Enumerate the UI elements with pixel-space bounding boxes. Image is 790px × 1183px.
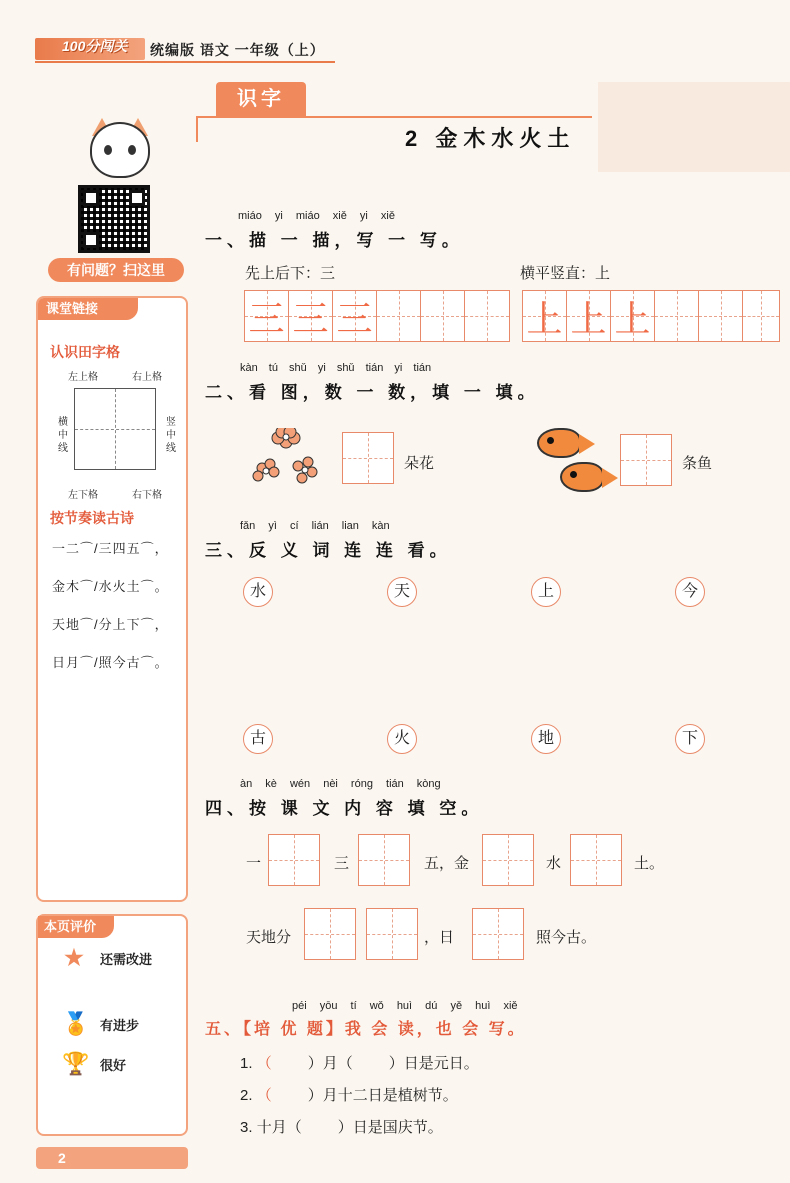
grid-title: 认识田字格 [50, 344, 120, 360]
fish-icon [560, 462, 604, 492]
antonym-bottom-word[interactable]: 古 [243, 724, 273, 754]
class-link-heading: 课堂链接 [38, 298, 138, 320]
q4-text: 五，金 [424, 855, 470, 872]
page-evaluation-panel [36, 914, 188, 1136]
grid-label-bottom-right: 右下格 [132, 490, 162, 501]
q4-text: 三 [334, 855, 350, 872]
q2-pinyin: kàn tú shǔ yi shǔ tián yi tián [240, 362, 432, 374]
q1-right-writing-grid [522, 290, 780, 342]
q4-text: 照今古。 [536, 929, 597, 946]
writing-cell[interactable] [465, 291, 509, 341]
writing-cell[interactable]: 上 [611, 291, 655, 341]
writing-cell[interactable] [655, 291, 699, 341]
antonym-top-word[interactable]: 上 [531, 577, 561, 607]
header-title: 统编版 语文 一年级（上） [150, 42, 325, 58]
fill-box[interactable] [268, 834, 320, 886]
flower-unit: 朵花 [404, 455, 435, 472]
q5-paren: （ [256, 1055, 272, 1072]
q4-text: 一 [246, 855, 262, 872]
q2-title: 二、看 图，数 一 数，填 一 填。 [205, 383, 540, 402]
evaluation-label: 有进步 [100, 1017, 140, 1033]
grid-label-bottom-left: 左下格 [68, 490, 98, 501]
evaluation-item[interactable] [62, 1052, 126, 1076]
header-divider [35, 61, 335, 63]
fill-box[interactable] [358, 834, 410, 886]
flower-count-box[interactable] [342, 432, 394, 484]
star-icon: ★ [64, 945, 84, 970]
antonym-bottom-word[interactable]: 地 [531, 724, 561, 754]
writing-cell[interactable] [699, 291, 743, 341]
q5-text: 十月（ [256, 1119, 302, 1136]
evaluation-item[interactable] [62, 1012, 139, 1036]
q1-pinyin: miáo yi miáo xiě yi xiě [238, 210, 395, 222]
writing-cell[interactable] [377, 291, 421, 341]
q3-title: 三、反 义 词 连 连 看。 [205, 541, 452, 560]
flowers-icon [252, 428, 326, 488]
q1-right-hint: 横平竖直：上 [520, 265, 611, 282]
writing-cell[interactable] [421, 291, 465, 341]
antonym-top-word[interactable]: 天 [387, 577, 417, 607]
q1-left-hint: 先上后下：三 [245, 265, 336, 282]
evaluation-heading: 本页评价 [38, 916, 114, 938]
header-logo: 100分闯关 [62, 38, 128, 54]
q1-title: 一、描 一 描，写 一 写。 [205, 231, 464, 250]
q4-text: 天地分 [246, 929, 292, 946]
q4-text: ，日 [424, 929, 455, 946]
evaluation-label: 还需改进 [100, 951, 153, 967]
fish-icon [537, 428, 581, 458]
writing-cell[interactable] [743, 291, 779, 341]
q5-item-num: 1. [240, 1055, 253, 1072]
q5-text: ）日是国庆节。 [337, 1119, 443, 1136]
cat-eye-icon [128, 145, 136, 155]
q4-pinyin: àn kè wén nèi róng tián kòng [240, 778, 441, 790]
writing-cell[interactable]: 三 [333, 291, 377, 341]
qr-corner [83, 190, 99, 206]
q5-item [240, 1084, 458, 1105]
grid-label-top-left: 左上格 [68, 372, 98, 383]
fill-box[interactable] [570, 834, 622, 886]
writing-cell[interactable]: 三 [289, 291, 333, 341]
section-rule [196, 116, 592, 118]
q5-text: ）月（ [307, 1055, 353, 1072]
q5-item-num: 2. [240, 1087, 253, 1104]
poem-line: 日月⌒/照今古⌒。 [52, 655, 169, 670]
q5-text: ）月十二日是植树节。 [307, 1087, 458, 1104]
poem-title: 按节奏读古诗 [50, 510, 134, 526]
class-link-panel [36, 296, 188, 902]
lesson-title: 2 金木水火土 [405, 126, 576, 151]
q5-text: ）日是元日。 [388, 1055, 479, 1072]
qr-corner [83, 232, 99, 248]
q3-pinyin: fǎn yì cí lián lian kàn [240, 520, 390, 532]
page-number: 2 [36, 1147, 188, 1169]
trophy-icon: 🏆 [62, 1051, 90, 1076]
fill-box[interactable] [472, 908, 524, 960]
writing-cell[interactable]: 三 [245, 291, 289, 341]
qr-corner [129, 190, 145, 206]
poem-line: 一二⌒/三四五⌒， [52, 541, 169, 556]
evaluation-item[interactable] [62, 946, 152, 970]
qr-scan-label[interactable]: 有问题？扫这里 [48, 258, 184, 282]
antonym-top-word[interactable]: 水 [243, 577, 273, 607]
q5-title: 五、【培 优 题】我 会 读，也 会 写。 [205, 1021, 527, 1038]
cat-mascot-icon [90, 122, 150, 178]
q1-left-writing-grid [244, 290, 510, 342]
antonym-top-word[interactable]: 今 [675, 577, 705, 607]
grid-label-mid-v: 竖中线 [166, 417, 176, 454]
antonym-bottom-word[interactable]: 下 [675, 724, 705, 754]
q4-title: 四、按 课 文 内 容 填 空。 [205, 799, 484, 818]
medal-icon: 🏅 [62, 1011, 90, 1036]
fish-unit: 条鱼 [682, 455, 713, 472]
q5-pinyin: péi yōu tí wǒ huì dú yě huì xiě [292, 1000, 518, 1012]
q5-item [240, 1052, 479, 1073]
section-tab: 识字 [216, 82, 306, 116]
poem-line: 金木⌒/水火土⌒。 [52, 579, 169, 594]
fish-count-box[interactable] [620, 434, 672, 486]
tianzige-diagram [74, 388, 156, 470]
cat-eye-icon [104, 145, 112, 155]
section-rule [196, 116, 198, 142]
fill-box[interactable] [304, 908, 356, 960]
antonym-bottom-word[interactable]: 火 [387, 724, 417, 754]
writing-cell[interactable]: 上 [523, 291, 567, 341]
writing-cell[interactable]: 上 [567, 291, 611, 341]
grid-label-top-right: 右上格 [132, 372, 162, 383]
grid-label-mid-h: 横中线 [58, 417, 68, 454]
q4-text: 水 [546, 855, 562, 872]
fill-box[interactable] [366, 908, 418, 960]
q5-paren: （ [256, 1087, 272, 1104]
poem-line: 天地⌒/分上下⌒， [52, 617, 169, 632]
qr-code-icon[interactable] [78, 185, 150, 253]
evaluation-label: 很好 [100, 1057, 127, 1073]
q4-text: 土。 [634, 855, 665, 872]
q5-item-num: 3. [240, 1119, 253, 1136]
facing-page-strip [598, 82, 790, 172]
fill-box[interactable] [482, 834, 534, 886]
q5-item [240, 1116, 443, 1137]
